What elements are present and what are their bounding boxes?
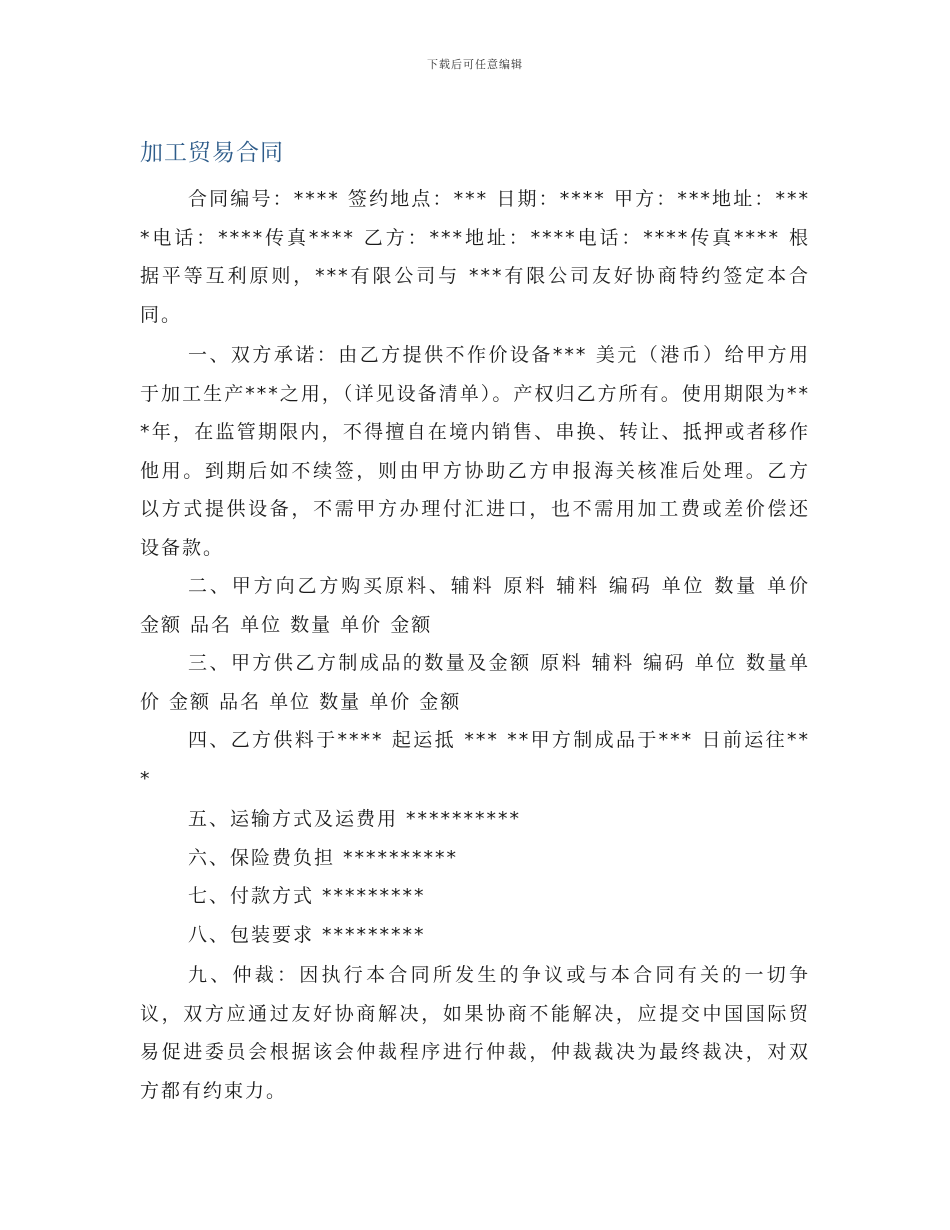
paragraph-clause-6: 六、保险费负担 ********** <box>188 846 459 869</box>
paragraph-clause-2: 二、甲方向乙方购买原料、辅料 原料 辅料 编码 单位 数量 单价 金额 品名 单位 数量 单价 金额 <box>140 575 810 636</box>
paragraph-contract-info: 合同编号：**** 签约地点：*** 日期：**** 甲方：***地址：****电话：****传真**** 乙方：***地址：****电话：****传真**** 根据平等互利原则，***有限公司与 ***有限公司友好协商特约签定本合同。 <box>140 188 810 326</box>
paragraph-clause-8: 八、包装要求 ********* <box>188 923 426 946</box>
paragraph-clause-5: 五、运输方式及运费用 ********** <box>188 808 522 830</box>
page-header-note: 下载后可任意编辑 <box>427 58 523 71</box>
paragraph-clause-3: 三、甲方供乙方制成品的数量及金额 原料 辅料 编码 单位 数量单价 金额 品名 单位 数量 单价 金额 <box>140 652 810 713</box>
document-body <box>140 180 810 1110</box>
paragraph-clause-4: 四、乙方供料于**** 起运抵 *** **甲方制成品于*** 日前运往*** <box>140 729 810 790</box>
paragraph-clause-9: 九、仲裁：因执行本合同所发生的争议或与本合同有关的一切争议，双方应通过友好协商解决，如果协商不能解决，应提交中国国际贸易促进委员会根据该会仲裁程序进行仲裁，仲裁裁决为最终裁决，对双方都有约束力。 <box>140 964 810 1102</box>
document-title: 加工贸易合同 <box>140 140 284 166</box>
paragraph-clause-7: 七、付款方式 ********* <box>188 885 426 907</box>
paragraph-clause-1: 一、双方承诺：由乙方提供不作价设备*** 美元（港币）给甲方用于加工生产***之用，（详见设备清单）。产权归乙方所有。使用期限为***年，在监管期限内，不得擅自在境内销售、串换、转让、抵押或者移作他用。到期后如不续签，则由甲方协助乙方申报海关核准后处理。乙方以方式提供设备，不需甲方办理付汇进口，也不需用加工费或差价偿还设备款。 <box>140 344 810 559</box>
